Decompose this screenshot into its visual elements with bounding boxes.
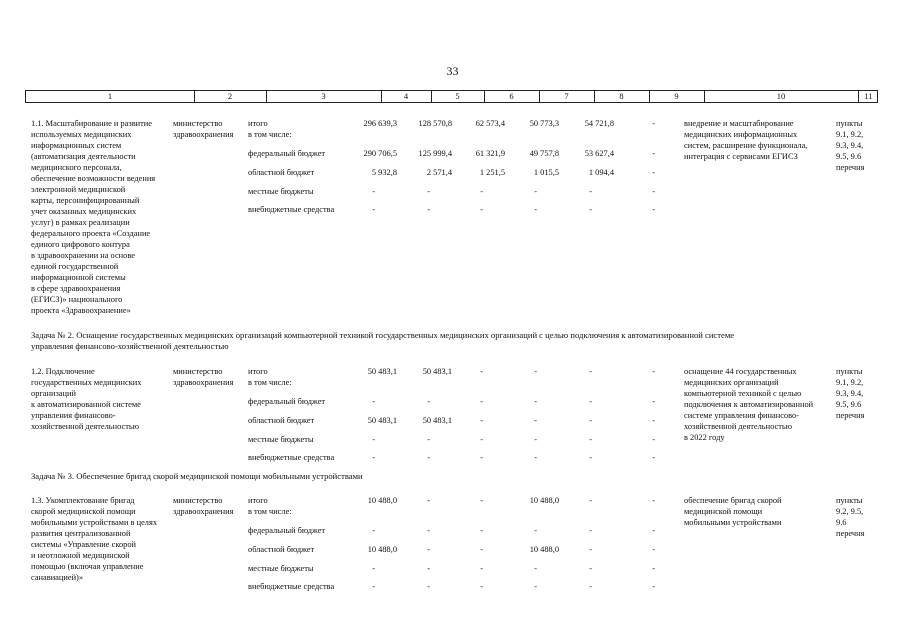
expected-result: интеграция с сервисами ЕГИСЗ [684, 152, 798, 161]
funding-value: - [427, 582, 430, 591]
funding-value: 62 573,4 [475, 119, 505, 128]
funding-value: - [534, 435, 537, 444]
funding-value: - [534, 526, 537, 535]
funding-value: 50 483,1 [367, 367, 397, 376]
executor: здравоохранения [173, 378, 234, 387]
funding-source-label: федеральный бюджет [248, 149, 326, 158]
funding-value: 50 483,1 [422, 367, 452, 376]
funding-value: - [534, 453, 537, 462]
funding-value: - [480, 564, 483, 573]
header-col-8: 8 [619, 91, 624, 101]
funding-value: - [589, 564, 592, 573]
indicator-points: 9.5, 9.6 [836, 400, 862, 409]
expected-result: систем, расширение функционала, [684, 141, 808, 150]
funding-value: - [652, 582, 655, 591]
funding-value: - [652, 435, 655, 444]
indicator-points: 9.3, 9.4, [836, 389, 864, 398]
measure-name: учет оказанных медицинских [31, 207, 137, 216]
funding-value: - [589, 397, 592, 406]
indicator-points: 9.1, 9.2, [836, 378, 864, 387]
funding-value: - [652, 119, 655, 128]
funding-source-label: итого [248, 496, 268, 505]
header-col-5: 5 [455, 91, 460, 101]
funding-value: - [589, 582, 592, 591]
page-number: 33 [446, 64, 459, 78]
funding-value: - [589, 526, 592, 535]
funding-value: 10 488,0 [529, 496, 559, 505]
funding-source-label: областной бюджет [248, 545, 315, 554]
measure-name: карты, персонифицированный [31, 196, 140, 205]
funding-value: - [372, 526, 375, 535]
funding-value: 296 639,3 [363, 119, 397, 128]
funding-source-label: местные бюджеты [248, 187, 314, 196]
measure-name: помощью (включая управление [31, 562, 144, 571]
funding-value: - [480, 526, 483, 535]
expected-result: компьютерной техникой с целью [684, 389, 802, 398]
funding-value: 125 999,4 [418, 149, 452, 158]
executor: министерство [173, 367, 223, 376]
funding-value: - [652, 416, 655, 425]
header-separator [431, 91, 432, 102]
expected-result: медицинской помощи [684, 507, 763, 516]
funding-value: - [534, 367, 537, 376]
funding-value: - [480, 397, 483, 406]
measure-name: (ЕГИСЗ)» национального [31, 295, 123, 304]
funding-source-sublabel: в том числе: [248, 130, 292, 139]
funding-value: - [427, 526, 430, 535]
funding-value: 1 251,5 [479, 168, 505, 177]
funding-value: - [427, 564, 430, 573]
measure-name: услуг) в рамках реализации [31, 218, 130, 227]
funding-value: - [589, 187, 592, 196]
header-col-11: 11 [864, 91, 873, 101]
funding-value: - [427, 187, 430, 196]
indicator-points: пункты [836, 119, 863, 128]
funding-source-label: областной бюджет [248, 416, 315, 425]
funding-value: 10 488,0 [529, 545, 559, 554]
funding-value: - [534, 416, 537, 425]
funding-value: - [427, 496, 430, 505]
measure-name: организаций [31, 389, 76, 398]
measure-name: электронной медицинской [31, 185, 126, 194]
funding-value: - [652, 453, 655, 462]
funding-value: - [427, 453, 430, 462]
measure-name: санавиацией)» [31, 573, 84, 582]
funding-value: - [372, 453, 375, 462]
funding-value: - [589, 545, 592, 554]
funding-value: - [652, 205, 655, 214]
expected-result: обеспечение бригад скорой [684, 496, 782, 505]
measure-name: информационных систем [31, 141, 122, 150]
indicator-points: пункты [836, 367, 863, 376]
funding-source-label: внебюджетные средства [248, 205, 335, 214]
indicator-points: 9.3, 9.4, [836, 141, 864, 150]
funding-value: - [534, 564, 537, 573]
funding-value: - [652, 496, 655, 505]
expected-result: подключения к автоматизированной [684, 400, 814, 409]
indicator-points: 9.2, 9.5, [836, 507, 864, 516]
funding-value: 53 627,4 [584, 149, 614, 158]
funding-value: - [652, 526, 655, 535]
header-separator [539, 91, 540, 102]
measure-name: 1.2. Подключение [31, 367, 95, 376]
funding-value: - [652, 187, 655, 196]
measure-name: системы «Управление скорой [31, 540, 137, 549]
funding-value: - [372, 397, 375, 406]
funding-source-label: местные бюджеты [248, 564, 314, 573]
header-col-6: 6 [509, 91, 514, 101]
executor: здравоохранения [173, 130, 234, 139]
header-separator [194, 91, 195, 102]
funding-value: - [427, 545, 430, 554]
measure-name: 1.3. Укомплектование бригад [31, 496, 135, 505]
executor: министерство [173, 119, 223, 128]
measure-name: развития централизованной [31, 529, 131, 538]
funding-value: 1 015,5 [533, 168, 559, 177]
measure-name: единой государственной [31, 262, 119, 271]
funding-value: - [652, 564, 655, 573]
funding-source-label: федеральный бюджет [248, 397, 326, 406]
indicator-points: перечня [836, 529, 865, 538]
funding-value: 10 488,0 [367, 496, 397, 505]
measure-name: информационной системы [31, 273, 126, 282]
expected-result: медицинских организаций [684, 378, 779, 387]
measure-name: хозяйственной деятельностью [31, 422, 139, 431]
funding-value: - [480, 435, 483, 444]
measure-name: 1.1. Масштабирование и развитие [31, 119, 153, 128]
header-separator [704, 91, 705, 102]
funding-value: - [652, 168, 655, 177]
funding-value: - [534, 397, 537, 406]
funding-value: - [372, 435, 375, 444]
funding-value: 1 094,4 [588, 168, 614, 177]
funding-value: - [534, 582, 537, 591]
measure-name: мобильными устройствами в целях [31, 518, 158, 527]
funding-value: - [589, 453, 592, 462]
funding-value: - [480, 187, 483, 196]
table-header [25, 90, 878, 103]
indicator-points: 9.6 [836, 518, 847, 527]
funding-value: 290 706,5 [363, 149, 397, 158]
header-col-4: 4 [403, 91, 409, 101]
funding-value: - [534, 205, 537, 214]
funding-value: 50 483,1 [422, 416, 452, 425]
header-separator [484, 91, 485, 102]
executor: здравоохранения [173, 507, 234, 516]
funding-value: 50 483,1 [367, 416, 397, 425]
funding-value: 5 932,8 [371, 168, 397, 177]
funding-value: - [480, 416, 483, 425]
measure-name: скорой медицинской помощи [31, 507, 136, 516]
funding-source-sublabel: в том числе: [248, 507, 292, 516]
measure-name: единого цифрового контура [31, 240, 130, 249]
funding-value: - [372, 205, 375, 214]
funding-value: - [427, 205, 430, 214]
funding-value: - [652, 545, 655, 554]
header-col-7: 7 [564, 91, 569, 101]
header-separator [594, 91, 595, 102]
expected-result: внедрение и масштабирование [684, 119, 794, 128]
header-separator [858, 91, 859, 102]
expected-result: системе управления финансово- [684, 411, 799, 420]
funding-value: - [480, 453, 483, 462]
funding-value: 61 321,9 [475, 149, 505, 158]
funding-source-label: внебюджетные средства [248, 453, 335, 462]
funding-source-label: областной бюджет [248, 168, 315, 177]
header-col-9: 9 [674, 91, 679, 101]
indicator-points: 9.5, 9.6 [836, 152, 862, 161]
task-heading: Задача № 2. Оснащение государственных медицинских организаций компьютерной техникой государственных медицинских организаций с целью подключения к автоматизированной системе [31, 330, 735, 340]
funding-source-label: федеральный бюджет [248, 526, 326, 535]
funding-value: - [427, 397, 430, 406]
funding-value: 2 571,4 [426, 168, 452, 177]
funding-value: 10 488,0 [367, 545, 397, 554]
measure-name: проекта «Здравоохранение» [31, 306, 131, 315]
funding-value: - [589, 367, 592, 376]
funding-value: 54 721,8 [584, 119, 614, 128]
funding-value: - [372, 582, 375, 591]
funding-value: - [652, 149, 655, 158]
header-col-1: 1 [107, 91, 113, 101]
header-separator [649, 91, 650, 102]
funding-value: - [480, 496, 483, 505]
indicator-points: перечня [836, 411, 865, 420]
measure-name: управления финансово- [31, 411, 116, 420]
funding-source-label: итого [248, 367, 268, 376]
expected-result: в 2022 году [684, 433, 725, 442]
expected-result: оснащение 44 государственных [684, 367, 797, 376]
measure-name: в сфере здравоохранения [31, 284, 121, 293]
measure-name: федерального проекта «Создание [31, 229, 151, 238]
header-col-3: 3 [321, 91, 326, 101]
indicator-points: перечня [836, 163, 865, 172]
funding-value: - [652, 397, 655, 406]
expected-result: медицинских информационных [684, 130, 798, 139]
funding-value: - [589, 435, 592, 444]
expected-result: мобильными устройствами [684, 518, 782, 527]
funding-value: - [589, 496, 592, 505]
funding-value: 49 757,8 [529, 149, 559, 158]
funding-value: 128 570,8 [418, 119, 452, 128]
task-heading: управления финансово-хозяйственной деятельностью [31, 341, 229, 351]
funding-value: - [589, 205, 592, 214]
header-separator [381, 91, 382, 102]
executor: министерство [173, 496, 223, 505]
measure-name: государственных медицинских [31, 378, 142, 387]
funding-source-label: внебюджетные средства [248, 582, 335, 591]
indicator-points: 9.1, 9.2, [836, 130, 864, 139]
funding-value: - [480, 367, 483, 376]
funding-value: - [427, 435, 430, 444]
funding-value: - [589, 416, 592, 425]
funding-value: - [652, 367, 655, 376]
measure-name: используемых медицинских [31, 130, 132, 139]
funding-value: - [372, 564, 375, 573]
funding-value: - [480, 205, 483, 214]
funding-value: - [372, 187, 375, 196]
funding-source-label: итого [248, 119, 268, 128]
header-separator [266, 91, 267, 102]
measure-name: (автоматизация деятельности [31, 152, 136, 161]
header-col-2: 2 [227, 91, 233, 101]
task-heading: Задача № 3. Обеспечение бригад скорой медицинской помощи мобильными устройствами [31, 471, 363, 481]
funding-value: - [480, 545, 483, 554]
funding-value: - [480, 582, 483, 591]
funding-source-label: местные бюджеты [248, 435, 314, 444]
indicator-points: пункты [836, 496, 863, 505]
measure-name: медицинского персонала, [31, 163, 122, 172]
measure-name: обеспечение возможности ведения [31, 174, 156, 183]
expected-result: хозяйственной деятельностью [684, 422, 792, 431]
measure-name: в здравоохранении на основе [31, 251, 135, 260]
funding-value: - [534, 187, 537, 196]
header-col-10: 10 [776, 91, 786, 101]
funding-source-sublabel: в том числе: [248, 378, 292, 387]
measure-name: к автоматизированной системе [31, 400, 141, 409]
funding-value: 50 773,3 [529, 119, 559, 128]
measure-name: и неотложной медицинской [31, 551, 130, 560]
